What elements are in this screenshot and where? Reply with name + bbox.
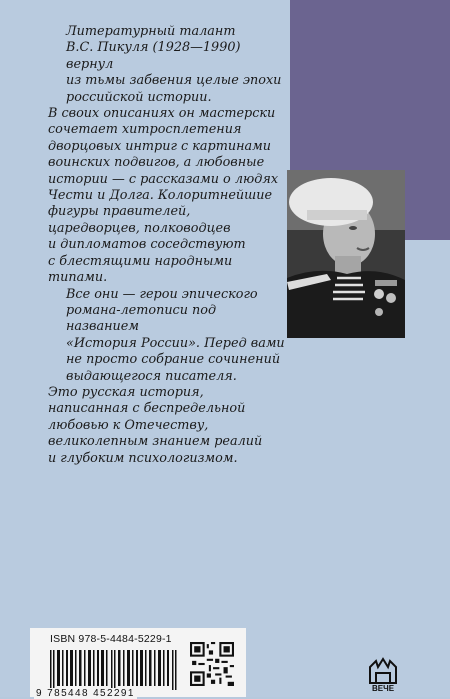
barcode-number: 9 785448 452291 (36, 688, 135, 699)
barcode-panel (30, 628, 246, 697)
isbn-label: ISBN 978-5-4484-5229-1 (50, 633, 172, 645)
blurb-paragraph: Литературный талант В.С. Пикуля (1928—1990) вернул из тьмы забвения целые эпохи российской истории. (66, 24, 282, 105)
blurb-text (48, 24, 288, 467)
publisher-name: ВЕЧЕ (371, 684, 395, 693)
barcode-image (50, 650, 178, 690)
author-portrait (287, 170, 405, 338)
blurb-paragraph: В своих описаниях он мастерски сочетает хитросплетения дворцовых интриг с картинами воинских подвигов, а любовные истории — с рассказами о людях Чести и Долга. Колоритнейшие фигуры правителей, царедворцев, полководцев и дипломатов соседствуют с блестящими народными типами. (48, 106, 279, 286)
blurb-paragraph: Все они — герои эпического романа-летописи под названием «История России». Перед вами не просто собрание сочинений выдающегося писателя. (66, 286, 285, 384)
blurb-paragraph: Это русская история, написанная с беспредельной любовью к Отечеству, великолепным знанием реалий и глубоким психологизмом. (48, 384, 263, 466)
qr-code-icon (190, 642, 234, 686)
publisher-logo (366, 657, 400, 697)
publisher-emblem-icon (366, 657, 400, 685)
